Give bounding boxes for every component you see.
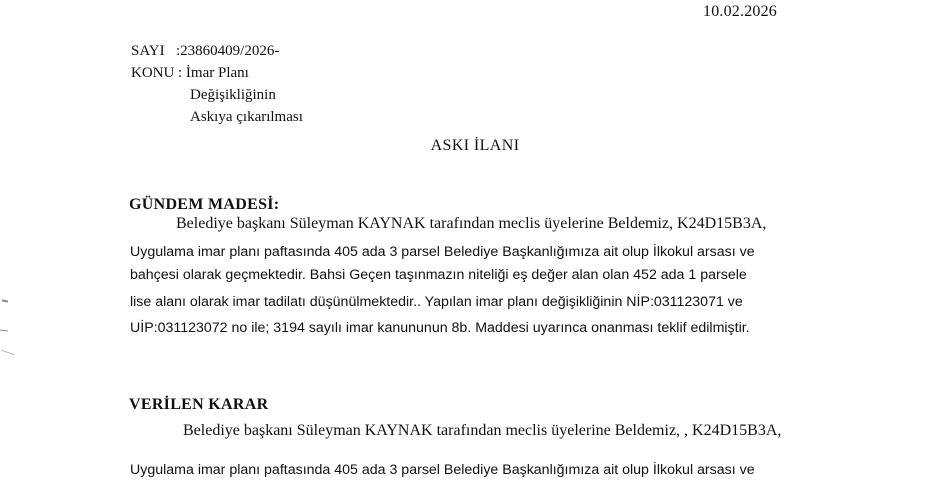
karar-heading: VERİLEN KARAR bbox=[129, 396, 269, 413]
scan-speck bbox=[1, 350, 15, 355]
konu-value-line3: Askıya çıkarılması bbox=[190, 109, 303, 125]
gundem-line: Belediye başkanı Süleyman KAYNAK tarafından meclis üyelerine Beldemiz, K24D15B3A, bbox=[176, 215, 767, 232]
document-title: ASKI İLANI bbox=[430, 137, 520, 154]
scan-speck bbox=[2, 299, 8, 302]
gundem-line: bahçesi olarak geçmektedir. Bahsi Geçen taşınmazın niteliği eş değer alan olan 452 ada 1 parsele bbox=[130, 267, 747, 283]
sayi-value: :23860409/2026- bbox=[176, 43, 280, 59]
document-date: 10.02.2026 bbox=[703, 3, 777, 20]
gundem-line: UİP:031123072 no ile; 3194 sayılı imar kanununun 8b. Maddesi uyarınca onanması teklif edilmiştir. bbox=[130, 320, 750, 336]
gundem-heading: GÜNDEM MADESİ: bbox=[129, 196, 280, 213]
karar-line: Uygulama imar planı paftasında 405 ada 3 parsel Belediye Başkanlığımıza ait olup İlkokul arsası ve bbox=[130, 462, 755, 478]
scan-speck bbox=[0, 329, 8, 331]
konu-value-line1: : İmar Planı bbox=[178, 65, 249, 81]
sayi-label: SAYI bbox=[131, 43, 165, 59]
gundem-line: lise alanı olarak imar tadilatı düşünülmektedir.. Yapılan imar planı değişikliğinin NİP:031123071 ve bbox=[130, 294, 743, 310]
konu-value-line2: Değişikliğinin bbox=[190, 87, 276, 103]
gundem-line: Uygulama imar planı paftasında 405 ada 3 parsel Belediye Başkanlığımıza ait olup İlkokul arsası ve bbox=[130, 244, 755, 260]
konu-label: KONU bbox=[131, 65, 175, 81]
karar-line: Belediye başkanı Süleyman KAYNAK tarafından meclis üyelerine Beldemiz, , K24D15B3A, bbox=[183, 422, 782, 439]
